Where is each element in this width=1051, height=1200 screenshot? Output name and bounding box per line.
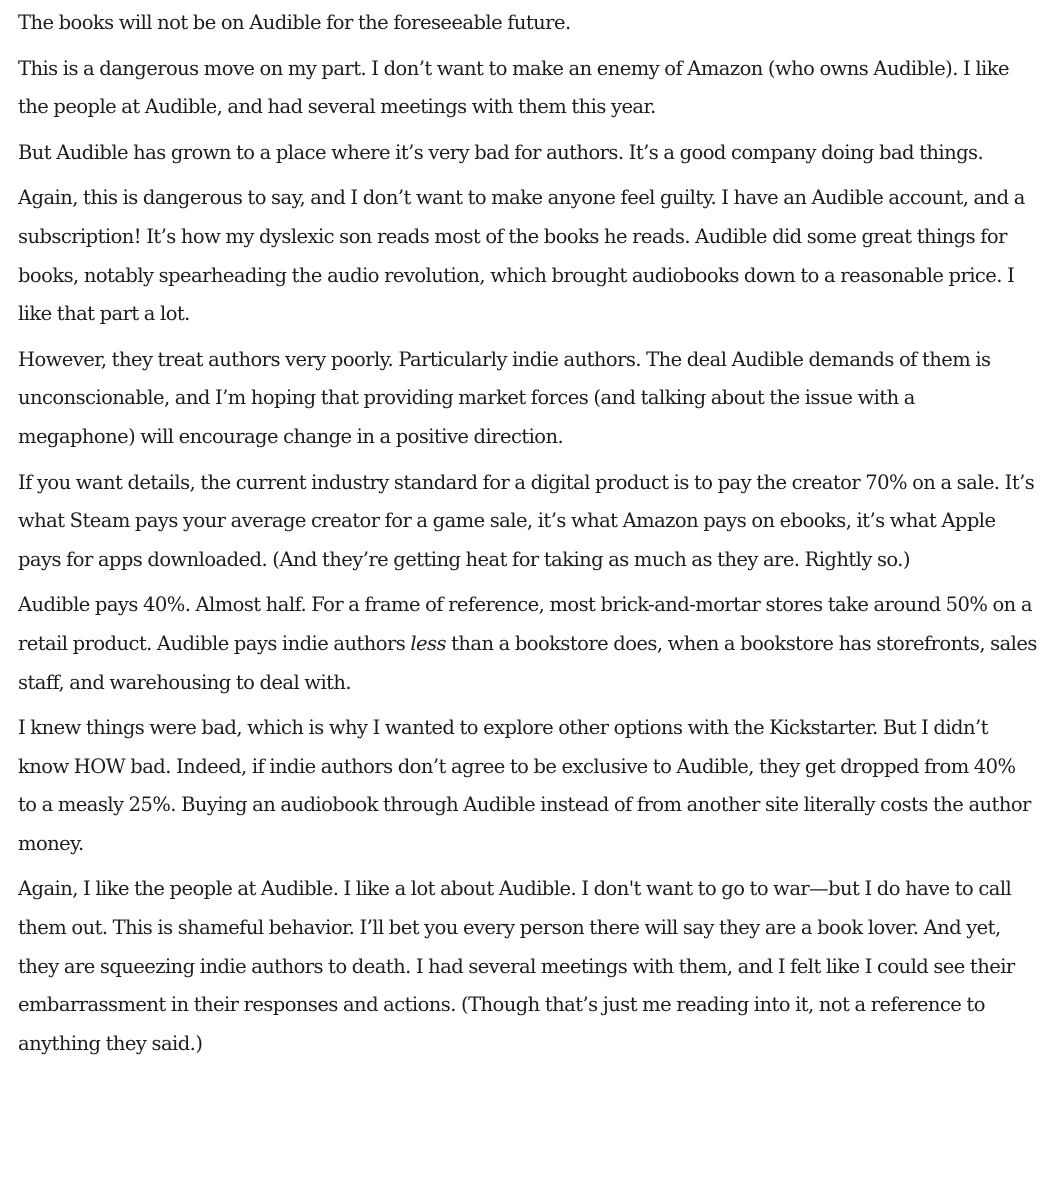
paragraph-call-them-out: Again, I like the people at Audible. I like a lot about Audible. I don't want to go to war—but I do have to call them out. This is shameful behavior. I’ll bet you every person there will say they are a book lover. And yet, they are squeezing indie authors to death. I had several meetings with them, and I felt like I could see their embarrassment in their responses and actions. (Though that’s just me reading into it, not a reference to anything they said.): [18, 877, 1015, 1055]
paragraph-dangerous-move: This is a dangerous move on my part. I don’t want to make an enemy of Amazon (who owns Audible). I like the people at Audible, and had several meetings with them this year.: [18, 56, 1009, 119]
paragraph-audible-pays-40: [18, 586, 1037, 702]
paragraph-bad-for-authors: But Audible has grown to a place where it’s very bad for authors. It’s a good company doing bad things.: [18, 140, 984, 164]
paragraph-industry-standard: If you want details, the current industry standard for a digital product is to pay the creator 70% on a sale. It’s what Steam pays your average creator for a game sale, it’s what Amazon pays on ebooks, it’s what Apple pays for apps downloaded. (And they’re getting heat for taking as much as they are. Rightly so.): [18, 470, 1035, 571]
paragraph-kickstarter: I knew things were bad, which is why I wanted to explore other options with the Kickstarter. But I didn’t know HOW bad. Indeed, if indie authors don’t agree to be exclusive to Audible, they get dropped from 40% to a measly 25%. Buying an audiobook through Audible instead of from another site literally costs the author money.: [18, 716, 1031, 855]
paragraph-audible-account: Again, this is dangerous to say, and I don’t want to make anyone feel guilty. I have an Audible account, and a subscription! It’s how my dyslexic son reads most of the books he reads. Audible did some great things for books, notably spearheading the audio revolution, which brought audiobooks down to a reasonable price. I like that part a lot.: [18, 186, 1025, 326]
paragraph-treat-authors-poorly: However, they treat authors very poorly. Particularly indie authors. The deal Audible demands of them is unconscionable, and I’m hoping that providing market forces (and talking about the issue with a megaphone) will encourage change in a positive direction.: [18, 347, 991, 448]
paragraph-text-before-emphasis: Audible pays 40%. Almost half. For a frame of reference, most brick-and-mortar stores take around 50% on a retail product. Audible pays indie authors: [18, 593, 1032, 655]
emphasis-less: less: [410, 631, 446, 655]
paragraph-text-after-emphasis: than a bookstore does, when a bookstore has storefronts, sales staff, and warehousing to deal with.: [18, 631, 1037, 694]
paragraph-not-on-audible: The books will not be on Audible for the foreseeable future.: [18, 11, 571, 34]
